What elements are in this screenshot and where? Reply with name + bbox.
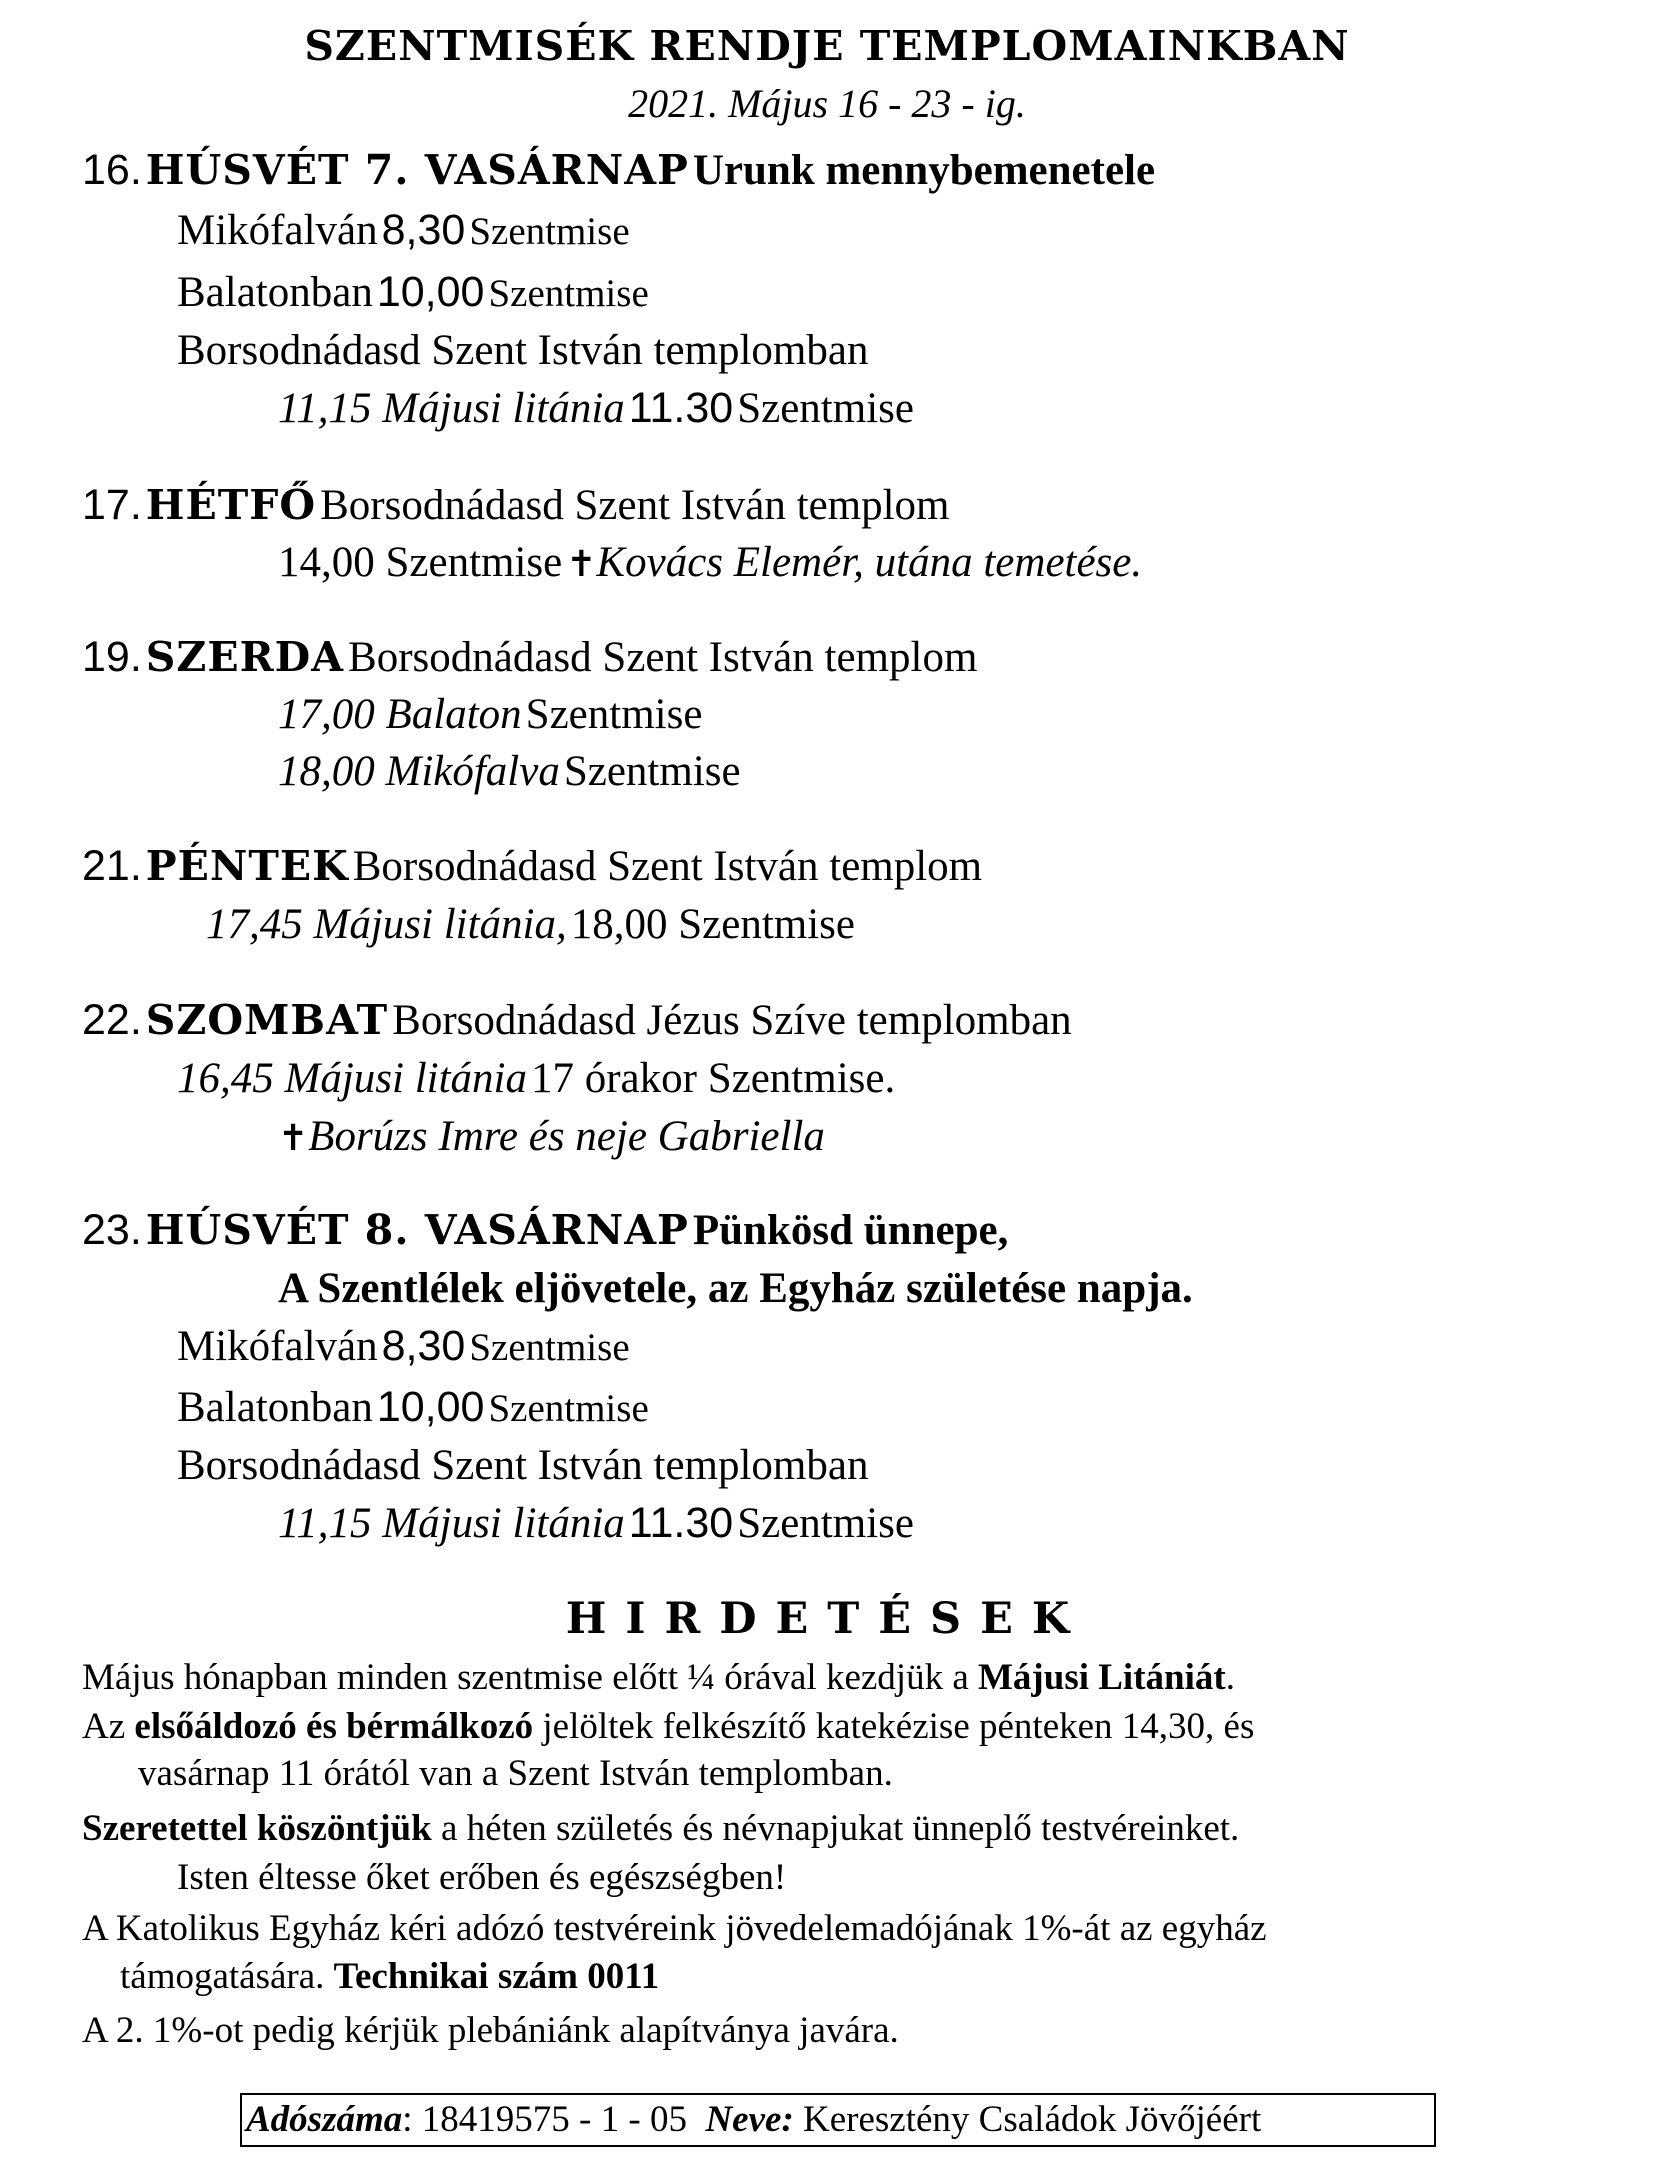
announcement-3-cont: Isten éltesse őket erőben és egészségben!: [177, 1857, 787, 1898]
day-17-line-1: 14,00 Szentmise ✝Kovács Elemér, utána temetése.: [278, 539, 1143, 586]
day-name: HÉTFŐ: [145, 481, 317, 529]
day-22-line-2: ✝Borúzs Imre és neje Gabriella: [278, 1113, 825, 1160]
day-22-heading: [82, 996, 1072, 1045]
tax-number-label: Adószáma: [246, 2099, 403, 2140]
day-19-heading: [82, 633, 977, 682]
foundation-name-label: Neve:: [705, 2099, 794, 2140]
tax-number-value: 18419575 - 1 - 05: [412, 2099, 706, 2140]
day-21-line-1: 17,45 Májusi litánia, 18,00 Szentmise: [206, 901, 855, 948]
church-name: Borsodnádasd Szent István templom: [320, 482, 950, 529]
announcements-heading: HIRDETÉSEK: [565, 1594, 1089, 1644]
announcement-2: Az elsőáldozó és bérmálkozó jelöltek felkészítő katekézise pénteken 14,30, és: [82, 1706, 1255, 1747]
day-name: HÚSVÉT 7. VASÁRNAP: [145, 146, 689, 194]
church-name: Borsodnádasd Szent István templom: [348, 634, 978, 681]
announcement-4-cont: támogatására. Technikai szám 0011: [120, 1956, 660, 1997]
announcement-5: A 2. 1%-ot pedig kérjük plebániánk alapítványa javára.: [82, 2010, 899, 2051]
page-subtitle: 2021. Május 16 - 23 - ig.: [628, 81, 1026, 126]
day-16-line-2: Balatonban 10,00 Szentmise: [177, 268, 649, 316]
day-23-line-1: Mikófalván 8,30 Szentmise: [177, 1322, 630, 1370]
day-name: SZOMBAT: [145, 996, 389, 1044]
page-title: SZENTMISÉK RENDJE TEMPLOMAINKBAN: [304, 22, 1350, 70]
day-23-line-4: 11,15 Májusi litánia 11.30 Szentmise: [278, 1499, 914, 1547]
day-23-line-3: Borsodnádasd Szent István templomban: [177, 1442, 869, 1489]
day-16-line-1: Mikófalván 8,30 Szentmise: [177, 206, 630, 254]
cross-icon: ✝: [278, 1118, 309, 1158]
day-number: 16.: [82, 146, 142, 194]
day-name: SZERDA: [145, 633, 345, 681]
church-name: Borsodnádasd Jézus Szíve templomban: [392, 997, 1072, 1044]
day-22-line-1: 16,45 Májusi litánia 17 órakor Szentmise.: [177, 1055, 896, 1102]
day-21-heading: [82, 842, 982, 891]
day-19-line-1: 17,00 Balaton Szentmise: [278, 691, 703, 738]
day-23-heading: [82, 1206, 1008, 1255]
church-name: Borsodnádasd Szent István templom: [352, 843, 983, 890]
feast-name: Pünkösd ünnepe,: [692, 1207, 1009, 1254]
feast-subtitle: A Szentlélek eljövetele, az Egyház születése napja.: [278, 1265, 1193, 1312]
day-16-line-3: Borsodnádasd Szent István templomban: [177, 327, 869, 374]
day-number: 23.: [82, 1206, 142, 1254]
announcement-4: A Katolikus Egyház kéri adózó testvéreink jövedelemadójának 1%-át az egyház: [82, 1908, 1267, 1949]
cross-icon: ✝: [566, 544, 597, 584]
announcement-2-cont: vasárnap 11 órától van a Szent István templomban.: [138, 1753, 893, 1794]
tax-number-box: Adószáma: 18419575 - 1 - 05 Neve: Keresztény Családok Jövőjéért: [240, 2093, 1436, 2147]
day-number: 17.: [82, 481, 142, 529]
day-19-line-2: 18,00 Mikófalva Szentmise: [278, 748, 741, 795]
day-number: 21.: [82, 842, 142, 890]
day-16-heading: [82, 146, 1155, 195]
day-name: PÉNTEK: [145, 842, 349, 890]
day-17-heading: [82, 481, 950, 530]
feast-name: Urunk mennybemenetele: [692, 147, 1156, 194]
day-number: 19.: [82, 633, 142, 681]
foundation-name-value: Keresztény Családok Jövőjéért: [793, 2099, 1262, 2140]
announcement-1: Május hónapban minden szentmise előtt ¼ órával kezdjük a Májusi Litániát.: [82, 1657, 1235, 1698]
announcement-3: Szeretettel köszöntjük a héten születés és névnapjukat ünneplő testvéreinket.: [82, 1808, 1240, 1849]
day-name: HÚSVÉT 8. VASÁRNAP: [145, 1206, 689, 1254]
day-16-line-4: 11,15 Májusi litánia 11.30 Szentmise: [278, 384, 914, 432]
day-23-line-2: Balatonban 10,00 Szentmise: [177, 1383, 649, 1431]
day-number: 22.: [82, 996, 142, 1044]
